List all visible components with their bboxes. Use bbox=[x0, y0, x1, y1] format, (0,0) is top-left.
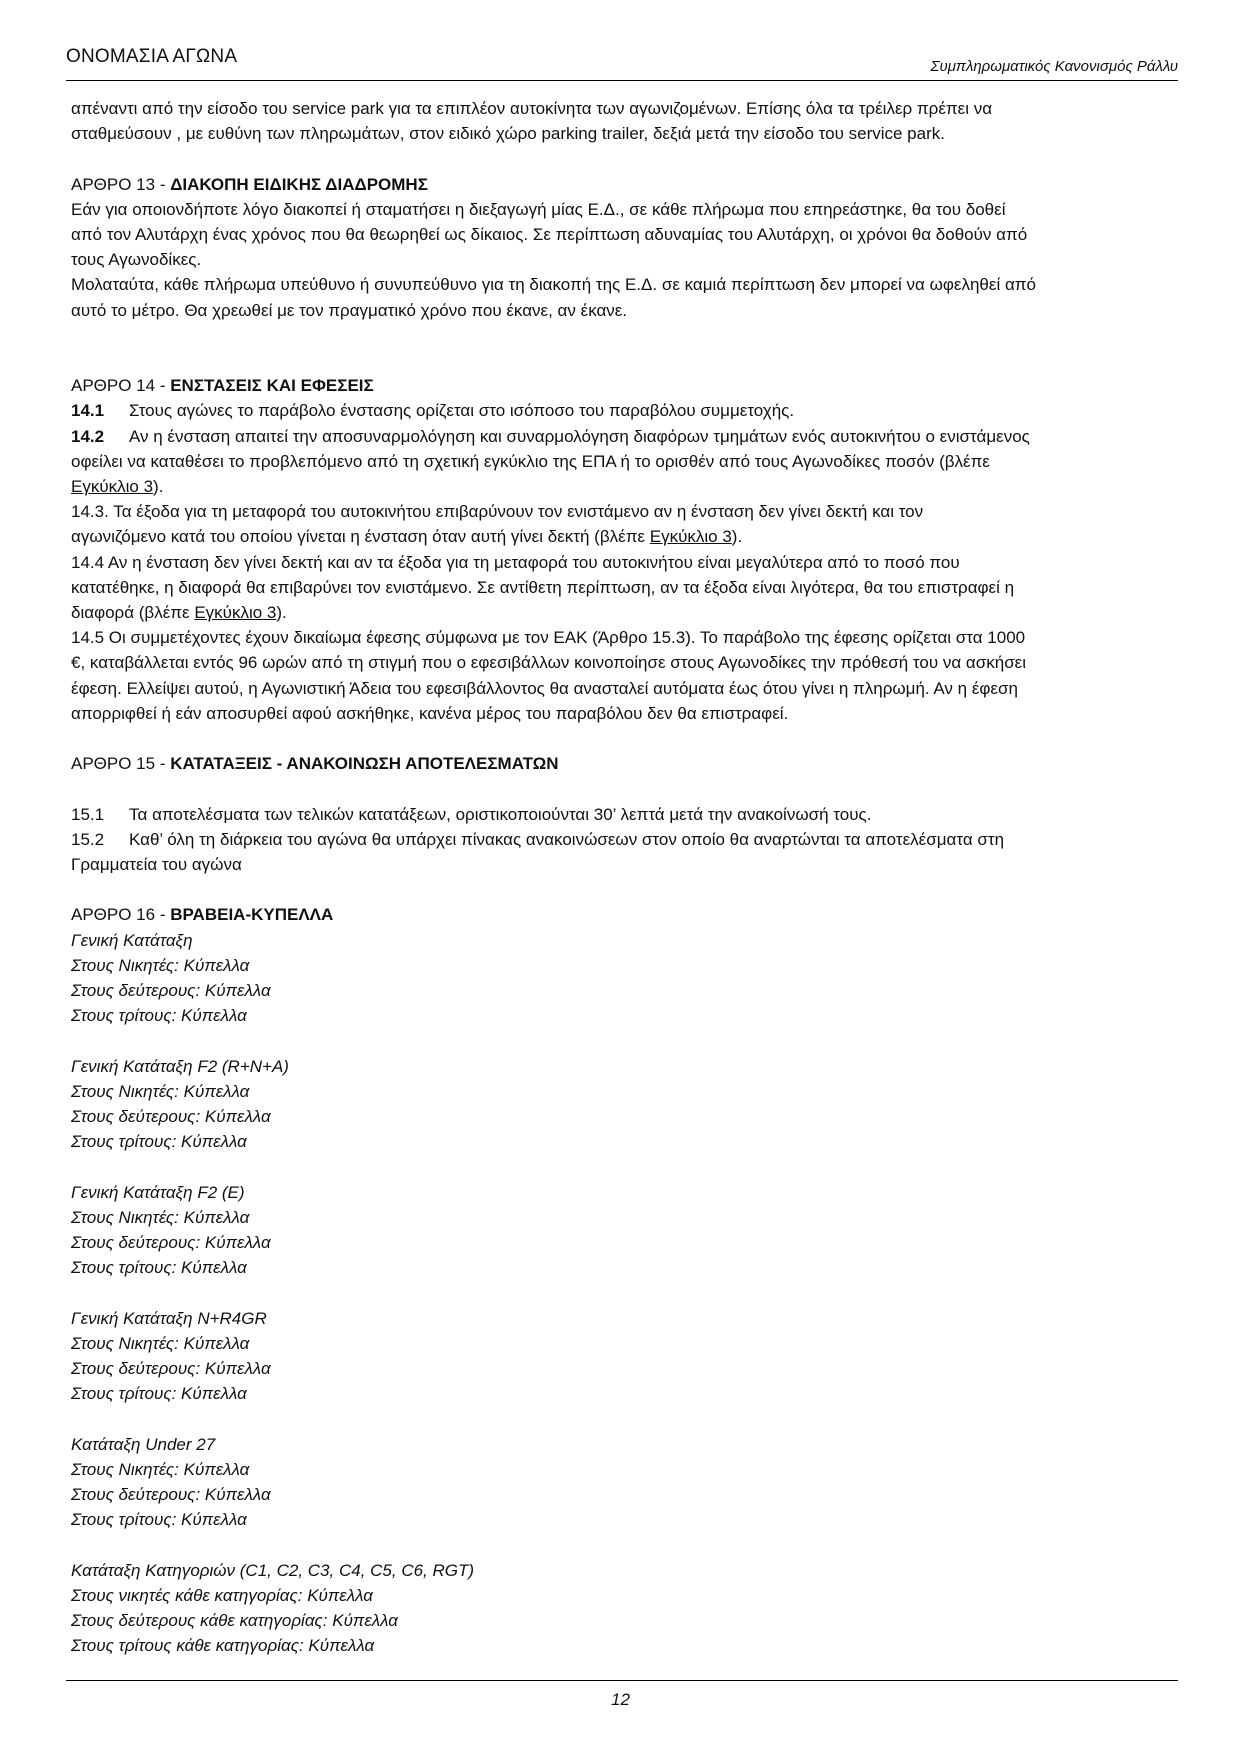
award-item: Στους Νικητές: Κύπελλα bbox=[71, 1459, 250, 1479]
paragraph-14-2: οφείλει να καταθέσει το προβλεπόμενο από τη σχετική εγκύκλιο της ΕΠΑ ή το ορισθέν από τους Αγωνοδίκες ποσόν (βλέπε bbox=[71, 451, 990, 471]
award-item: Στους νικητές κάθε κατηγορίας: Κύπελλα bbox=[71, 1585, 373, 1605]
article-16-heading: ΑΡΘΡΟ 16 - ΒΡΑΒΕΙΑ-ΚΥΠΕΛΛΑ bbox=[71, 905, 334, 925]
award-group-heading: Γενική Κατάταξη F2 (R+N+A) bbox=[71, 1056, 289, 1076]
article-13-heading: ΑΡΘΡΟ 13 - ΔΙΑΚΟΠΗ ΕΙΔΙΚΗΣ ΔΙΑΔΡΟΜΗΣ bbox=[71, 174, 428, 194]
paragraph-14-5: έφεση. Ελλείψει αυτού, η Αγωνιστική Άδεια του εφεσιβάλλοντος θα ανασταλεί αυτόματα έως ότου γίνει η πληρωμή. Αν η έφεση bbox=[71, 678, 1018, 698]
award-group bbox=[71, 928, 1176, 1029]
paragraph-14-4: 14.4 Αν η ένσταση δεν γίνει δεκτή και αν τα έξοδα για τη μεταφορά του αυτοκινήτου είναι μεγαλύτερα από το ποσό που bbox=[71, 552, 960, 572]
paragraph-14-5: 14.5 Οι συμμετέχοντες έχουν δικαίωμα έφεσης σύμφωνα με τον ΕΑΚ (Άρθρο 15.3). Το παράβολο της έφεσης ορίζεται στα 1000 bbox=[71, 628, 1026, 648]
header-title: ΟΝΟΜΑΣΙΑ ΑΓΩΝΑ bbox=[66, 46, 238, 67]
circular-3-link[interactable]: Εγκύκλιο 3 bbox=[194, 603, 277, 623]
article-13-text: τους Αγωνοδίκες. bbox=[71, 250, 202, 270]
document-body bbox=[71, 96, 1176, 1658]
award-item: Στους Νικητές: Κύπελλα bbox=[71, 1207, 250, 1227]
paragraph-14-5: απορριφθεί ή εάν αποσυρθεί αφού ασκήθηκε, κανένα μέρος του παραβόλου δεν θα επιστραφεί. bbox=[71, 703, 789, 723]
paragraph-14-3: 14.3. Τα έξοδα για τη μεταφορά του αυτοκινήτου επιβαρύνουν τον ενιστάμενο αν η ένσταση δεν γίνει δεκτή και τον bbox=[71, 502, 924, 522]
paragraph-14-2: Εγκύκλιο 3). bbox=[71, 477, 164, 497]
paragraph-14-1: 14.1 Στους αγώνες το παράβολο ένστασης ορίζεται στο ισόποσο του παραβόλου συμμετοχής. bbox=[71, 401, 795, 421]
award-item: Στους δεύτερους: Κύπελλα bbox=[71, 1485, 271, 1505]
article-13-text: Εάν για οποιονδήποτε λόγο διακοπεί ή σταματήσει η διεξαγωγή μίας Ε.Δ., σε κάθε πλήρωμα που επηρεάστηκε, θα του δοθεί bbox=[71, 199, 1006, 219]
page-number: 12 bbox=[611, 1690, 630, 1709]
circular-3-link[interactable]: Εγκύκλιο 3 bbox=[649, 527, 732, 547]
intro-line: απέναντι από την είσοδο του service park για τα επιπλέον αυτοκίνητα των αγωνιζομένων. Επίσης όλα τα τρέιλερ πρέπει να bbox=[71, 99, 993, 118]
award-item: Στους τρίτους: Κύπελλα bbox=[71, 1132, 247, 1152]
award-group-heading: Κατάταξη Under 27 bbox=[71, 1434, 216, 1454]
award-item: Στους τρίτους: Κύπελλα bbox=[71, 1006, 247, 1026]
award-group bbox=[71, 1054, 1176, 1155]
header-subtitle: Συμπληρωματικός Κανονισμός Ράλλυ bbox=[930, 58, 1178, 75]
award-group bbox=[71, 1432, 1176, 1533]
award-item: Στους Νικητές: Κύπελλα bbox=[71, 1081, 250, 1101]
paragraph-15-2: Γραμματεία του αγώνα bbox=[71, 855, 242, 875]
award-item: Στους δεύτερους: Κύπελλα bbox=[71, 1107, 271, 1127]
award-group bbox=[71, 1558, 1176, 1659]
article-14-heading: ΑΡΘΡΟ 14 - ΕΝΣΤΑΣΕΙΣ ΚΑΙ ΕΦΕΣΕΙΣ bbox=[71, 376, 374, 396]
award-group-heading: Κατάταξη Κατηγοριών (C1, C2, C3, C4, C5, C6, RGT) bbox=[71, 1560, 475, 1580]
footer-divider bbox=[66, 1680, 1178, 1681]
circular-3-link[interactable]: Εγκύκλιο 3 bbox=[71, 477, 154, 497]
paragraph-15-1: 15.1 Τα αποτελέσματα των τελικών κατατάξεων, οριστικοποιούνται 30’ λεπτά μετά την ανακοίνωσή τους. bbox=[71, 804, 872, 824]
award-item: Στους δεύτερους κάθε κατηγορίας: Κύπελλα bbox=[71, 1611, 398, 1631]
award-group-heading: Γενική Κατάταξη bbox=[71, 930, 193, 950]
award-group-heading: Γενική Κατάταξη F2 (E) bbox=[71, 1182, 245, 1202]
paragraph-14-3: αγωνιζόμενο κατά του οποίου γίνεται η ένσταση όταν αυτή γίνει δεκτή (βλέπε Εγκύκλιο 3). bbox=[71, 527, 743, 547]
award-item: Στους τρίτους: Κύπελλα bbox=[71, 1510, 247, 1530]
paragraph-14-4: διαφορά (βλέπε Εγκύκλιο 3). bbox=[71, 603, 287, 623]
article-15-heading: ΑΡΘΡΟ 15 - ΚΑΤΑΤΑΞΕΙΣ - ΑΝΑΚΟΙΝΩΣΗ ΑΠΟΤΕΛΕΣΜΑΤΩΝ bbox=[71, 754, 559, 774]
award-item: Στους τρίτους κάθε κατηγορίας: Κύπελλα bbox=[71, 1636, 375, 1656]
award-item: Στους δεύτερους: Κύπελλα bbox=[71, 1359, 271, 1379]
award-group bbox=[71, 1306, 1176, 1407]
award-item: Στους Νικητές: Κύπελλα bbox=[71, 1333, 250, 1353]
paragraph-14-5: €, καταβάλλεται εντός 96 ωρών από τη στιγμή που ο εφεσιβάλλων κοινοποίησε στους Αγωνοδίκες την πρόθεσή του να ασκήσει bbox=[71, 653, 1027, 673]
award-item: Στους Νικητές: Κύπελλα bbox=[71, 955, 250, 975]
paragraph-15-2: 15.2 Καθ’ όλη τη διάρκεια του αγώνα θα υπάρχει πίνακας ανακοινώσεων στον οποίο θα αναρτώνται τα αποτελέσματα στη bbox=[71, 829, 1005, 849]
intro-line: σταθμεύσουν , με ευθύνη των πληρωμάτων, στον ειδικό χώρο parking trailer, δεξιά μετά την είσοδο του service park. bbox=[71, 124, 945, 144]
article-13-text: από τον Αλυτάρχη ένας χρόνος που θα θεωρηθεί ως δίκαιος. Σε περίπτωση αδυναμίας του Αλυτάρχη, οι χρόνοι θα δοθούν από bbox=[71, 225, 1028, 244]
article-13-text: αυτό το μέτρο. Θα χρεωθεί με τον πραγματικό χρόνο που έκανε, αν έκανε. bbox=[71, 300, 628, 320]
award-item: Στους τρίτους: Κύπελλα bbox=[71, 1258, 247, 1278]
award-item: Στους τρίτους: Κύπελλα bbox=[71, 1384, 247, 1404]
award-group bbox=[71, 1180, 1176, 1281]
award-item: Στους δεύτερους: Κύπελλα bbox=[71, 981, 271, 1001]
paragraph-14-2: 14.2 Αν η ένσταση απαιτεί την αποσυναρμολόγηση και συναρμολόγηση διαφόρων τμημάτων ενός αυτοκινήτου ο ενιστάμενος bbox=[71, 426, 1030, 446]
award-item: Στους δεύτερους: Κύπελλα bbox=[71, 1233, 271, 1253]
header-divider bbox=[66, 80, 1178, 81]
award-group-heading: Γενική Κατάταξη N+R4GR bbox=[71, 1308, 267, 1328]
article-13-text: Μολαταύτα, κάθε πλήρωμα υπεύθυνο ή συνυπεύθυνο για τη διακοπή της Ε.Δ. σε καμιά περίπτωση δεν μπορεί να ωφεληθεί από bbox=[71, 275, 1036, 295]
paragraph-14-4: κατατέθηκε, η διαφορά θα επιβαρύνει τον ενιστάμενο. Σε αντίθετη περίπτωση, αν τα έξοδα είναι λιγότερα, θα του επιστραφεί η bbox=[71, 577, 1015, 597]
